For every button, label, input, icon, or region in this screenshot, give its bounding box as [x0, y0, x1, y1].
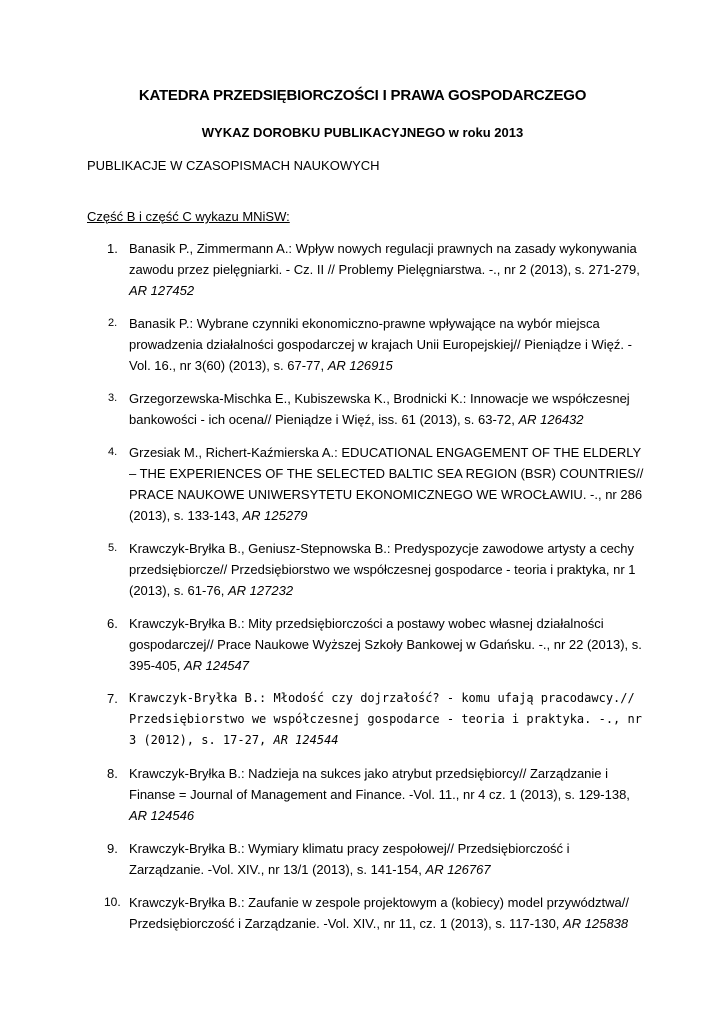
- publication-item-8: [87, 763, 647, 826]
- publication-ar-id: AR 127232: [228, 583, 294, 598]
- publication-ar-id: AR 126767: [425, 862, 491, 877]
- publication-ar-id: AR 126432: [518, 412, 584, 427]
- publication-text: Krawczyk-Bryłka B.: Mity przedsiębiorczości a postawy wobec własnej działalności gospodarczej// Prace Naukowe Wyższej Szkoły Bankowej w Gdańsku. -., nr 22 (2013), s. 395-405,: [129, 616, 642, 673]
- publication-text: Krawczyk-Bryłka B., Geniusz-Stepnowska B.: Predyspozycje zawodowe artysty a cechy przedsiębiorcze// Przedsiębiorstwo we współczesnej gospodarce - teoria i praktyka, nr 1 (2013), s. 61-76,: [129, 541, 636, 598]
- publication-text: Banasik P.: Wybrane czynniki ekonomiczno-prawne wpływające na wybór miejsca prowadzenia działalności gospodarczej w krajach Unii Europejskiej// Pieniądze i Więź. -Vol. 16., nr 3(60) (2013), s. 67-77,: [129, 316, 632, 373]
- publication-item-4: [87, 442, 647, 526]
- subsection-heading: Część B i część C wykazu MNiSW:: [87, 209, 290, 224]
- publication-text: Grzegorzewska-Mischka E., Kubiszewska K., Brodnicki K.: Innowacje we współczesnej bankowości - ich ocena// Pieniądze i Więź, iss. 61 (2013), s. 63-72,: [129, 391, 630, 427]
- publication-number: 7.: [107, 691, 118, 706]
- publication-ar-id: AR 124544: [273, 733, 339, 747]
- publication-ar-id: AR 125279: [242, 508, 308, 523]
- publication-number: 2.: [108, 317, 118, 329]
- publication-number: 1.: [107, 241, 118, 256]
- publication-number: 3.: [108, 392, 118, 404]
- page-subtitle: WYKAZ DOROBKU PUBLIKACYJNEGO w roku 2013: [201, 125, 524, 140]
- page-title: KATEDRA PRZEDSIĘBIORCZOŚCI I PRAWA GOSPODARCZEGO: [138, 87, 587, 104]
- publication-number: 10.: [104, 895, 121, 909]
- publication-text: Grzesiak M., Richert-Kaźmierska A.: EDUCATIONAL ENGAGEMENT OF THE ELDERLY – THE EXPERIENCES OF THE SELECTED BALTIC SEA REGION (BSR) COUNTRIES// PRACE NAUKOWE UNIWERSYTETU EKONOMICZNEGO WE WROCŁAWIU. -., nr 286 (2013), s. 133-143,: [129, 445, 644, 523]
- publication-number: 9.: [107, 841, 118, 856]
- section-heading: PUBLIKACJE W CZASOPISMACH NAUKOWYCH: [87, 158, 380, 173]
- publication-ar-id: AR 124546: [129, 808, 195, 823]
- publication-item-6: [87, 613, 647, 676]
- publication-list: [87, 238, 647, 946]
- publication-item-3: [87, 388, 647, 430]
- publication-ar-id: AR 127452: [129, 283, 195, 298]
- publication-ar-id: AR 125838: [563, 916, 629, 931]
- publication-text: Krawczyk-Bryłka B.: Zaufanie w zespole projektowym a (kobiecy) model przywództwa// Przedsiębiorczość i Zarządzanie. -Vol. XIV., nr 11, cz. 1 (2013), s. 117-130,: [129, 895, 629, 931]
- publication-text: Krawczyk-Bryłka B.: Wymiary klimatu pracy zespołowej// Przedsiębiorczość i Zarządzanie. -Vol. XIV., nr 13/1 (2013), s. 141-154,: [129, 841, 570, 877]
- publication-text: Banasik P., Zimmermann A.: Wpływ nowych regulacji prawnych na zasady wykonywania zawodu przez pielęgniarki. - Cz. II // Problemy Pielęgniarstwa. -., nr 2 (2013), s. 271-279,: [129, 241, 640, 277]
- publication-item-1: [87, 238, 647, 301]
- publication-item-9: [87, 838, 647, 880]
- publication-ar-id: AR 126915: [327, 358, 393, 373]
- publication-item-2: [87, 313, 647, 376]
- publication-item-5: [87, 538, 647, 601]
- publication-item-10: [87, 892, 647, 934]
- publication-number: 5.: [108, 542, 118, 554]
- publication-number: 8.: [107, 766, 118, 781]
- publication-text: Krawczyk-Bryłka B.: Młodość czy dojrzałość? - komu ufają pracodawcy.// Przedsiębiorstwo we współczesnej gospodarce - teoria i praktyka. -., nr 3 (2012), s. 17-27,: [129, 691, 642, 747]
- publication-number: 4.: [108, 446, 118, 458]
- publication-ar-id: AR 124547: [183, 658, 249, 673]
- publication-item-7: [87, 688, 647, 751]
- publication-text: Krawczyk-Bryłka B.: Nadzieja na sukces jako atrybut przedsiębiorcy// Zarządzanie i Finanse = Journal of Management and Finance. -Vol. 11., nr 4 cz. 1 (2013), s. 129-138,: [129, 766, 630, 802]
- publication-number: 6.: [107, 616, 118, 631]
